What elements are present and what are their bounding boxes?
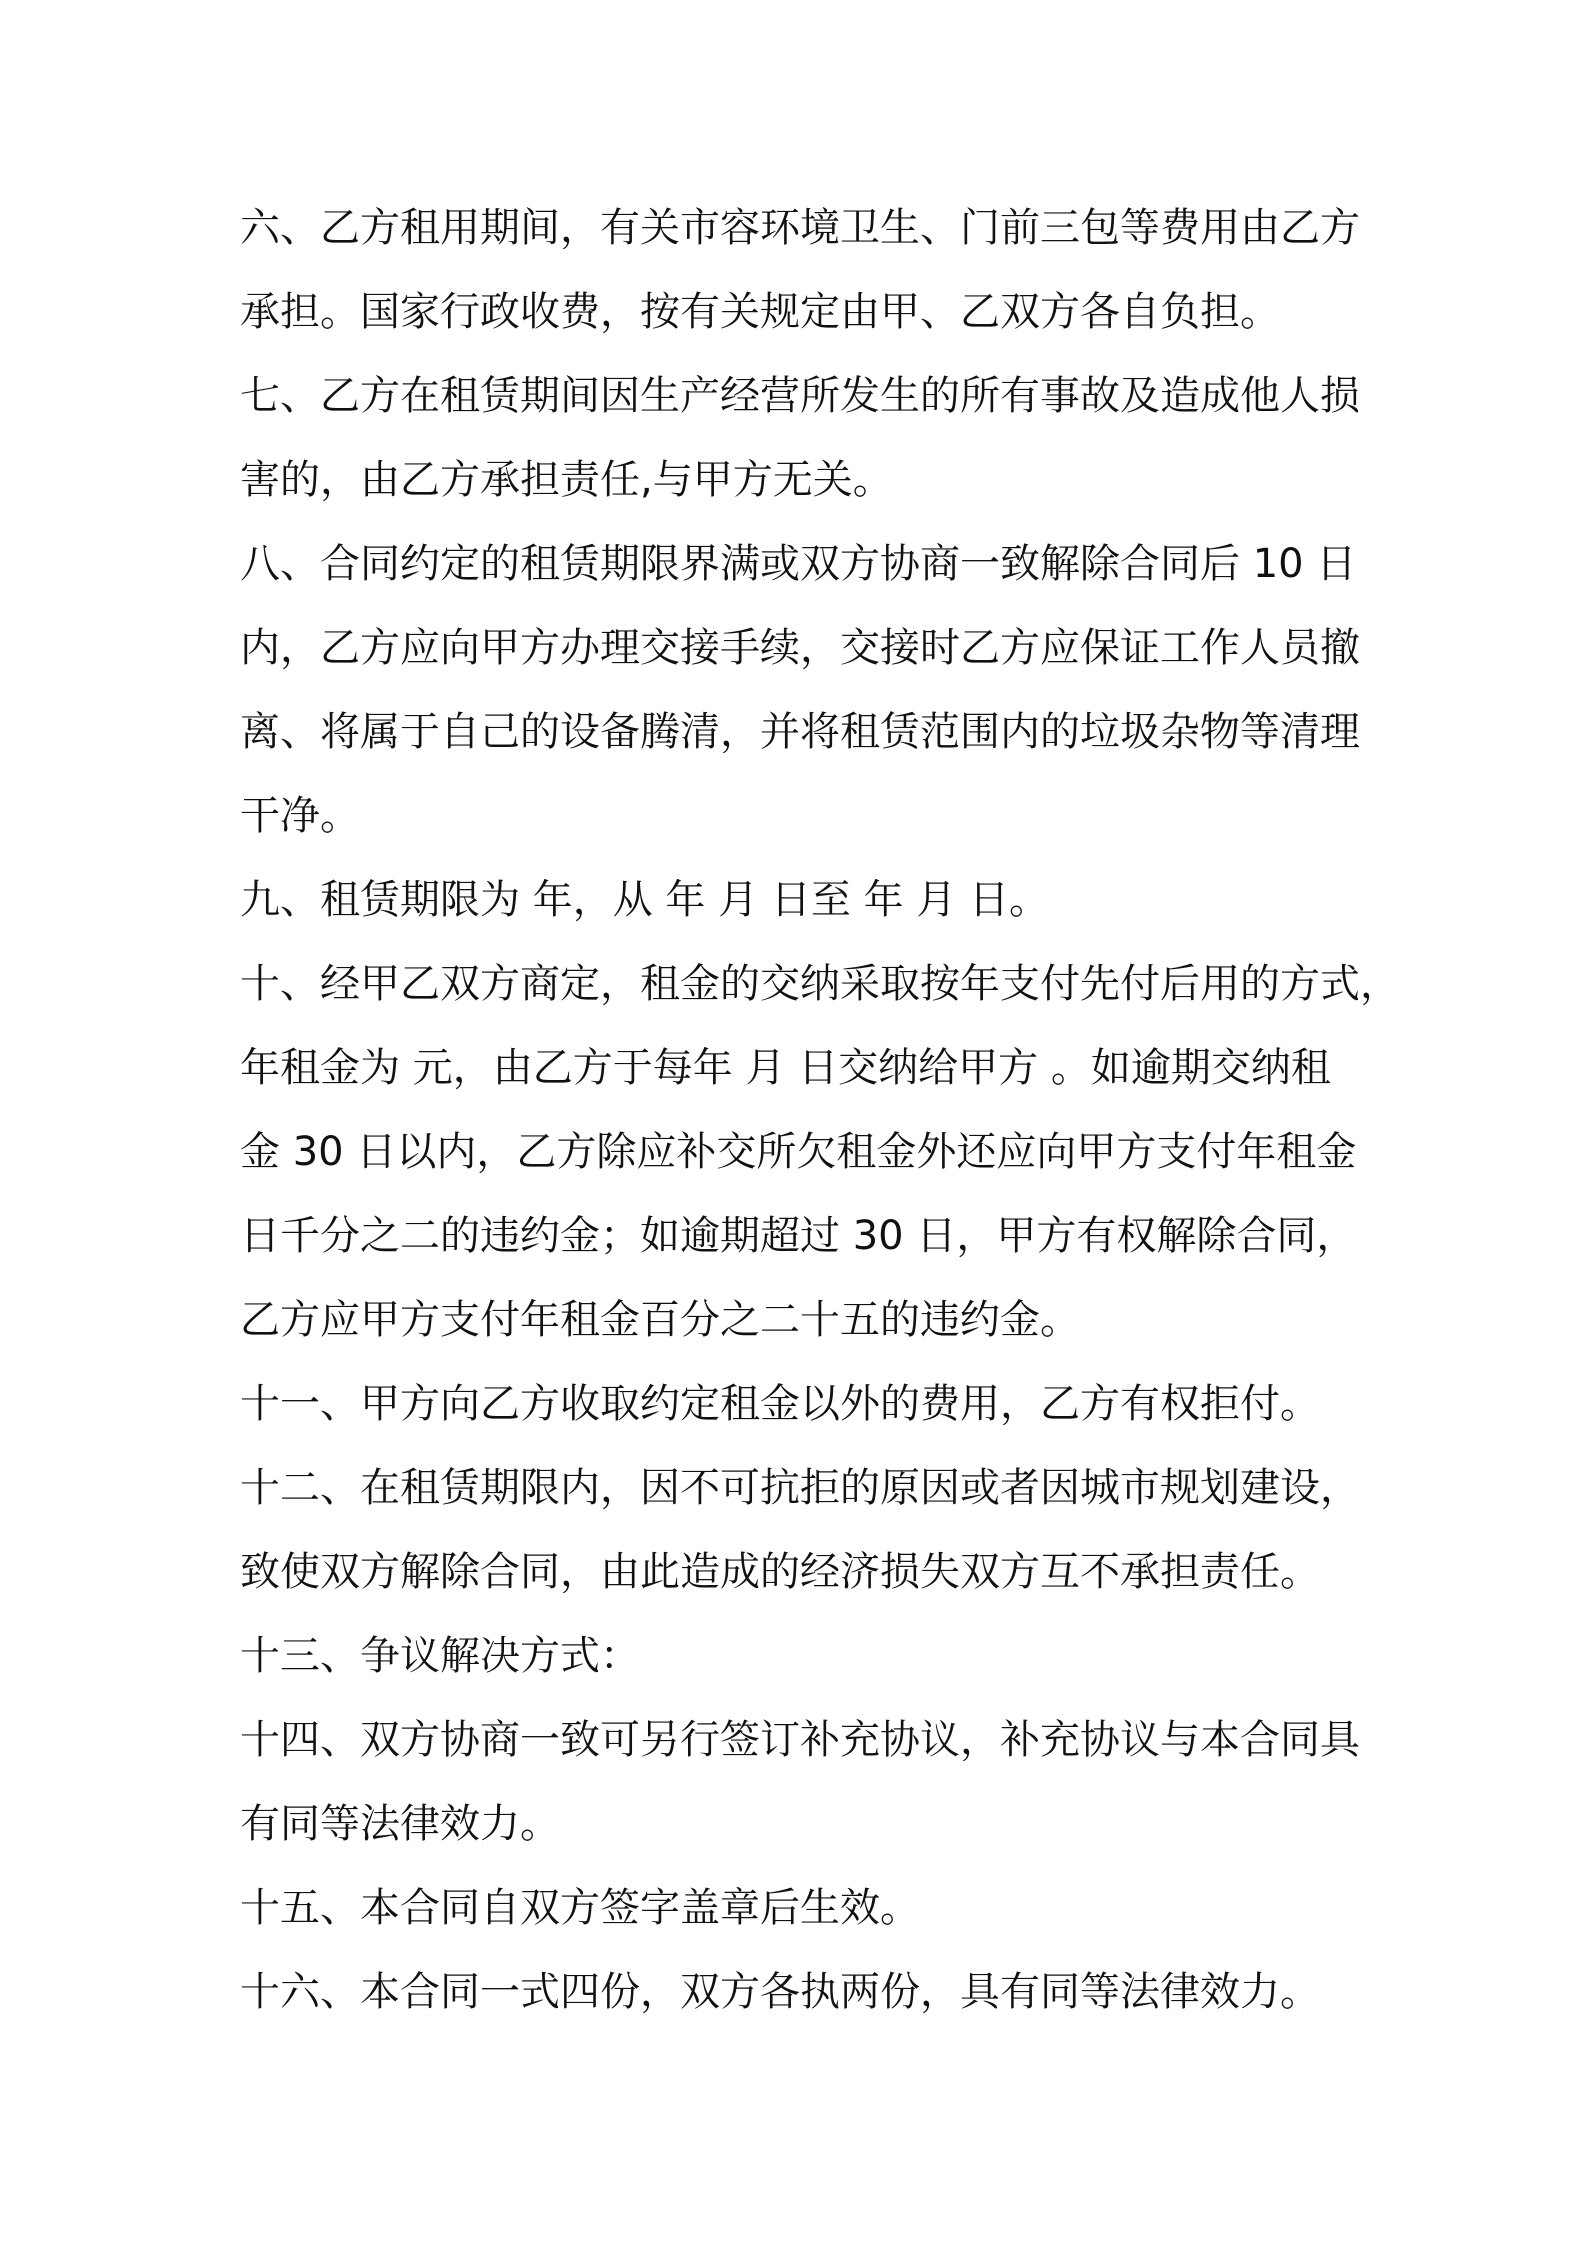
clause-12-line-2: 致使双方解除合同，由此造成的经济损失双方互不承担责任。 [240, 1549, 1320, 1595]
clause-7-line-1: 七、乙方在租赁期间因生产经营所发生的所有事故及造成他人损 [240, 373, 1360, 419]
clause-6-line-2: 承担。国家行政收费，按有关规定由甲、乙双方各自负担。 [240, 289, 1280, 335]
clause-8-line-2: 内，乙方应向甲方办理交接手续，交接时乙方应保证工作人员撤 [240, 625, 1360, 671]
clause-13-line-1: 十三、争议解决方式： [240, 1633, 640, 1679]
clause-8-line-3: 离、将属于自己的设备腾清，并将租赁范围内的垃圾杂物等清理 [240, 709, 1360, 755]
clause-10-line-2: 年租金为 元，由乙方于每年 月 日交纳给甲方 。如逾期交纳租 [240, 1045, 1331, 1091]
clause-11-line-1: 十一、甲方向乙方收取约定租金以外的费用，乙方有权拒付。 [240, 1381, 1320, 1427]
clause-12-line-1: 十二、在租赁期限内，因不可抗拒的原因或者因城市规划建设， [240, 1465, 1360, 1511]
clause-10-line-4: 日千分之二的违约金；如逾期超过 30 日，甲方有权解除合同， [240, 1213, 1357, 1259]
clause-8-line-1: 八、合同约定的租赁期限界满或双方协商一致解除合同后 10 日 [240, 541, 1357, 587]
clause-6-line-1: 六、乙方租用期间，有关市容环境卫生、门前三包等费用由乙方 [240, 205, 1360, 251]
clause-14-line-2: 有同等法律效力。 [240, 1801, 560, 1847]
clause-10-line-1: 十、经甲乙双方商定，租金的交纳采取按年支付先付后用的方式， [240, 961, 1400, 1007]
clause-15-line-1: 十五、本合同自双方签字盖章后生效。 [240, 1885, 920, 1931]
clause-10-line-3: 金 30 日以内，乙方除应补交所欠租金外还应向甲方支付年租金 [240, 1129, 1357, 1175]
clause-16-line-1: 十六、本合同一式四份，双方各执两份，具有同等法律效力。 [240, 1969, 1320, 2015]
clause-7-line-2: 害的，由乙方承担责任,与甲方无关。 [240, 457, 893, 503]
clause-10-line-5: 乙方应甲方支付年租金百分之二十五的违约金。 [240, 1297, 1080, 1343]
clause-14-line-1: 十四、双方协商一致可另行签订补充协议，补充协议与本合同具 [240, 1717, 1360, 1763]
contract-text [240, 186, 1400, 2034]
clause-8-line-4: 干净。 [240, 793, 360, 839]
clause-9-line-1: 九、租赁期限为 年，从 年 月 日至 年 月 日。 [240, 877, 1050, 923]
